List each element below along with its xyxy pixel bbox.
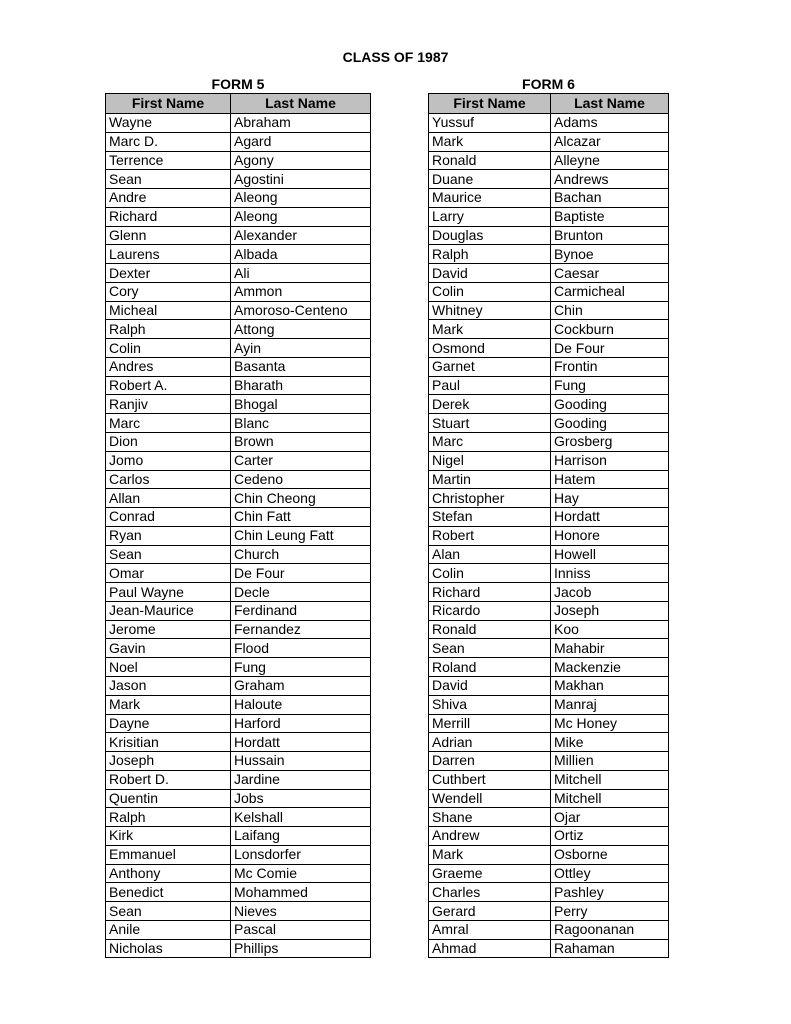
last-name-cell: Phillips [231,939,371,958]
first-name-cell: Allan [106,489,231,508]
last-name-cell: Ojar [551,808,669,827]
first-name-cell: Sean [429,639,551,658]
last-name-cell: De Four [551,339,669,358]
first-name-cell: Emmanuel [106,845,231,864]
table-row [106,301,371,320]
first-name-cell: Richard [429,583,551,602]
table-row [106,357,371,376]
last-name-cell: Aleong [231,189,371,208]
last-name-cell: Mackenzie [551,658,669,677]
last-name-cell: Laifang [231,827,371,846]
first-name-cell: Jean-Maurice [106,601,231,620]
first-name-header: First Name [106,94,231,114]
last-name-cell: Harford [231,714,371,733]
table-row [429,451,669,470]
last-name-cell: Bachan [551,189,669,208]
first-name-cell: Mark [429,845,551,864]
last-name-cell: Joseph [551,601,669,620]
first-name-cell: Darren [429,752,551,771]
table-row [106,845,371,864]
first-name-cell: Roland [429,658,551,677]
last-name-cell: Manraj [551,695,669,714]
first-name-cell: Marc D. [106,132,231,151]
table-row [106,245,371,264]
table-row [106,639,371,658]
table-row [106,414,371,433]
first-name-cell: Colin [106,339,231,358]
table-row [106,564,371,583]
table-row [106,545,371,564]
first-name-cell: Gavin [106,639,231,658]
table-row [106,714,371,733]
table-row [429,583,669,602]
last-name-cell: Ferdinand [231,601,371,620]
first-name-cell: Mark [106,695,231,714]
first-name-cell: Adrian [429,733,551,752]
table-row [429,245,669,264]
last-name-cell: Adams [551,114,669,133]
last-name-cell: Lonsdorfer [231,845,371,864]
form-5-label: FORM 5 [211,76,265,92]
first-name-cell: Anile [106,920,231,939]
first-name-cell: Paul Wayne [106,583,231,602]
table-row [429,864,669,883]
table-row [106,151,371,170]
table-row [106,264,371,283]
form-5-rows [106,114,371,958]
last-name-cell: Rahaman [551,939,669,958]
first-name-cell: Cory [106,282,231,301]
first-name-cell: Richard [106,207,231,226]
first-name-cell: Laurens [106,245,231,264]
first-name-cell: Whitney [429,301,551,320]
first-name-cell: Marc [106,414,231,433]
table-row [429,470,669,489]
table-row [106,226,371,245]
first-name-cell: Shane [429,808,551,827]
first-name-cell: Dexter [106,264,231,283]
table-row [106,658,371,677]
table-row [429,433,669,452]
table-row [429,601,669,620]
last-name-cell: Cockburn [551,320,669,339]
table-row [106,583,371,602]
last-name-cell: Aleong [231,207,371,226]
last-name-cell: Mahabir [551,639,669,658]
table-row [429,676,669,695]
first-name-cell: Wendell [429,789,551,808]
first-name-cell: Marc [429,433,551,452]
first-name-cell: Robert D. [106,770,231,789]
table-row [429,357,669,376]
last-name-cell: Hussain [231,752,371,771]
first-name-cell: Stuart [429,414,551,433]
last-name-cell: Fernandez [231,620,371,639]
first-name-cell: Stefan [429,508,551,527]
last-name-cell: Hatem [551,470,669,489]
last-name-cell: Ayin [231,339,371,358]
first-name-cell: Colin [429,564,551,583]
table-row [106,170,371,189]
first-name-cell: David [429,676,551,695]
last-name-cell: Basanta [231,357,371,376]
first-name-cell: Duane [429,170,551,189]
first-name-cell: David [429,264,551,283]
last-name-cell: Fung [231,658,371,677]
last-name-cell: Mitchell [551,789,669,808]
first-name-cell: Ranjiv [106,395,231,414]
last-name-cell: Hay [551,489,669,508]
table-row [106,451,371,470]
first-name-cell: Ralph [106,808,231,827]
last-name-cell: Haloute [231,695,371,714]
table-row [106,939,371,958]
first-name-cell: Ralph [106,320,231,339]
form-6-label: FORM 6 [522,76,575,92]
table-row [106,920,371,939]
first-name-cell: Andres [106,357,231,376]
first-name-cell: Yussuf [429,114,551,133]
last-name-cell: De Four [231,564,371,583]
first-name-cell: Ronald [429,620,551,639]
table-row [429,939,669,958]
first-name-cell: Sean [106,545,231,564]
first-name-cell: Mark [429,132,551,151]
table-row [429,827,669,846]
first-name-cell: Cuthbert [429,770,551,789]
last-name-cell: Alexander [231,226,371,245]
first-name-cell: Ricardo [429,601,551,620]
first-name-header: First Name [429,94,551,114]
last-name-cell: Graham [231,676,371,695]
table-row [429,733,669,752]
last-name-cell: Hordatt [231,733,371,752]
first-name-cell: Shiva [429,695,551,714]
table-row [429,151,669,170]
first-name-cell: Noel [106,658,231,677]
table-row [429,695,669,714]
last-name-cell: Mohammed [231,883,371,902]
last-name-cell: Chin Leung Fatt [231,526,371,545]
last-name-cell: Gooding [551,414,669,433]
first-name-cell: Conrad [106,508,231,527]
last-name-cell: Osborne [551,845,669,864]
first-name-cell: Jomo [106,451,231,470]
table-row [429,620,669,639]
table-row [429,376,669,395]
last-name-cell: Honore [551,526,669,545]
last-name-cell: Mike [551,733,669,752]
table-row [429,845,669,864]
first-name-cell: Ahmad [429,939,551,958]
last-name-cell: Millien [551,752,669,771]
first-name-cell: Mark [429,320,551,339]
first-name-cell: Andrew [429,827,551,846]
last-name-cell: Brunton [551,226,669,245]
first-name-cell: Dayne [106,714,231,733]
table-row [429,132,669,151]
first-name-cell: Osmond [429,339,551,358]
last-name-cell: Bynoe [551,245,669,264]
first-name-cell: Nigel [429,451,551,470]
last-name-header: Last Name [231,94,371,114]
table-row [429,170,669,189]
first-name-cell: Jason [106,676,231,695]
table-row [106,207,371,226]
table-row [106,339,371,358]
last-name-cell: Chin Cheong [231,489,371,508]
first-name-cell: Robert A. [106,376,231,395]
table-row [429,639,669,658]
last-name-cell: Howell [551,545,669,564]
last-name-cell: Agostini [231,170,371,189]
last-name-cell: Gooding [551,395,669,414]
last-name-cell: Ragoonanan [551,920,669,939]
table-row [106,433,371,452]
table-row [106,282,371,301]
table-row [429,752,669,771]
first-name-cell: Sean [106,170,231,189]
first-name-cell: Maurice [429,189,551,208]
first-name-cell: Kirk [106,827,231,846]
last-name-cell: Agard [231,132,371,151]
table-row [106,789,371,808]
table-row [429,301,669,320]
table-row [106,883,371,902]
table-row [429,770,669,789]
table-row [429,395,669,414]
last-name-cell: Inniss [551,564,669,583]
last-name-cell: Alleyne [551,151,669,170]
table-row [106,770,371,789]
table-row [429,226,669,245]
first-name-cell: Garnet [429,357,551,376]
table-row [429,114,669,133]
table-row [429,189,669,208]
table-row [106,470,371,489]
last-name-cell: Pashley [551,883,669,902]
form-6-section [428,76,669,958]
table-row [429,339,669,358]
first-name-cell: Alan [429,545,551,564]
table-row [429,808,669,827]
page-title: CLASS OF 1987 [342,49,449,65]
first-name-cell: Andre [106,189,231,208]
form-6-table [428,93,669,958]
form-5-table [105,93,371,958]
first-name-cell: Larry [429,207,551,226]
first-name-cell: Paul [429,376,551,395]
table-row [106,676,371,695]
form-6-rows [429,114,669,958]
first-name-cell: Sean [106,902,231,921]
table-row [106,376,371,395]
table-row [106,189,371,208]
last-name-cell: Mitchell [551,770,669,789]
first-name-cell: Joseph [106,752,231,771]
last-name-cell: Alcazar [551,132,669,151]
first-name-cell: Carlos [106,470,231,489]
last-name-cell: Hordatt [551,508,669,527]
last-name-cell: Abraham [231,114,371,133]
last-name-cell: Ottley [551,864,669,883]
last-name-cell: Nieves [231,902,371,921]
first-name-cell: Ralph [429,245,551,264]
table-row [429,414,669,433]
table-row [106,620,371,639]
first-name-cell: Ronald [429,151,551,170]
first-name-cell: Wayne [106,114,231,133]
first-name-cell: Krisitian [106,733,231,752]
last-name-cell: Chin Fatt [231,508,371,527]
first-name-cell: Merrill [429,714,551,733]
last-name-cell: Jacob [551,583,669,602]
first-name-cell: Douglas [429,226,551,245]
last-name-cell: Mc Comie [231,864,371,883]
first-name-cell: Amral [429,920,551,939]
first-name-cell: Colin [429,282,551,301]
table-row [429,883,669,902]
table-row [106,526,371,545]
table-row [106,489,371,508]
table-row [429,320,669,339]
table-row [429,264,669,283]
table-row [106,508,371,527]
last-name-cell: Caesar [551,264,669,283]
first-name-cell: Glenn [106,226,231,245]
first-name-cell: Terrence [106,151,231,170]
first-name-cell: Robert [429,526,551,545]
table-row [429,489,669,508]
last-name-cell: Ortiz [551,827,669,846]
last-name-cell: Amoroso-Centeno [231,301,371,320]
table-row [106,132,371,151]
first-name-cell: Omar [106,564,231,583]
first-name-cell: Christopher [429,489,551,508]
table-row [429,508,669,527]
table-row [429,902,669,921]
last-name-cell: Perry [551,902,669,921]
last-name-cell: Carter [231,451,371,470]
table-row [429,545,669,564]
last-name-cell: Baptiste [551,207,669,226]
last-name-cell: Andrews [551,170,669,189]
last-name-cell: Bharath [231,376,371,395]
last-name-cell: Ali [231,264,371,283]
table-row [106,114,371,133]
last-name-cell: Attong [231,320,371,339]
table-row [106,320,371,339]
table-row [106,902,371,921]
last-name-cell: Chin [551,301,669,320]
table-row [429,526,669,545]
last-name-cell: Pascal [231,920,371,939]
table-row [106,601,371,620]
first-name-cell: Jerome [106,620,231,639]
table-row [429,207,669,226]
last-name-cell: Jobs [231,789,371,808]
first-name-cell: Dion [106,433,231,452]
last-name-cell: Koo [551,620,669,639]
table-row [106,695,371,714]
table-header-row [106,94,371,114]
table-row [429,789,669,808]
last-name-cell: Kelshall [231,808,371,827]
table-row [429,282,669,301]
first-name-cell: Nicholas [106,939,231,958]
last-name-cell: Ammon [231,282,371,301]
last-name-cell: Harrison [551,451,669,470]
last-name-cell: Jardine [231,770,371,789]
table-row [429,564,669,583]
last-name-cell: Fung [551,376,669,395]
last-name-cell: Grosberg [551,433,669,452]
table-row [106,808,371,827]
table-row [106,733,371,752]
last-name-cell: Brown [231,433,371,452]
first-name-cell: Martin [429,470,551,489]
table-row [106,864,371,883]
last-name-cell: Flood [231,639,371,658]
last-name-cell: Makhan [551,676,669,695]
first-name-cell: Benedict [106,883,231,902]
last-name-cell: Bhogal [231,395,371,414]
last-name-header: Last Name [551,94,669,114]
table-row [106,395,371,414]
first-name-cell: Micheal [106,301,231,320]
form-5-section [105,76,371,958]
table-row [429,920,669,939]
first-name-cell: Quentin [106,789,231,808]
table-row [106,752,371,771]
first-name-cell: Gerard [429,902,551,921]
last-name-cell: Albada [231,245,371,264]
table-row [429,658,669,677]
first-name-cell: Charles [429,883,551,902]
first-name-cell: Anthony [106,864,231,883]
last-name-cell: Decle [231,583,371,602]
table-row [106,827,371,846]
last-name-cell: Blanc [231,414,371,433]
last-name-cell: Agony [231,151,371,170]
table-row [429,714,669,733]
last-name-cell: Church [231,545,371,564]
first-name-cell: Ryan [106,526,231,545]
last-name-cell: Frontin [551,357,669,376]
first-name-cell: Derek [429,395,551,414]
table-header-row [429,94,669,114]
last-name-cell: Cedeno [231,470,371,489]
last-name-cell: Mc Honey [551,714,669,733]
first-name-cell: Graeme [429,864,551,883]
last-name-cell: Carmicheal [551,282,669,301]
